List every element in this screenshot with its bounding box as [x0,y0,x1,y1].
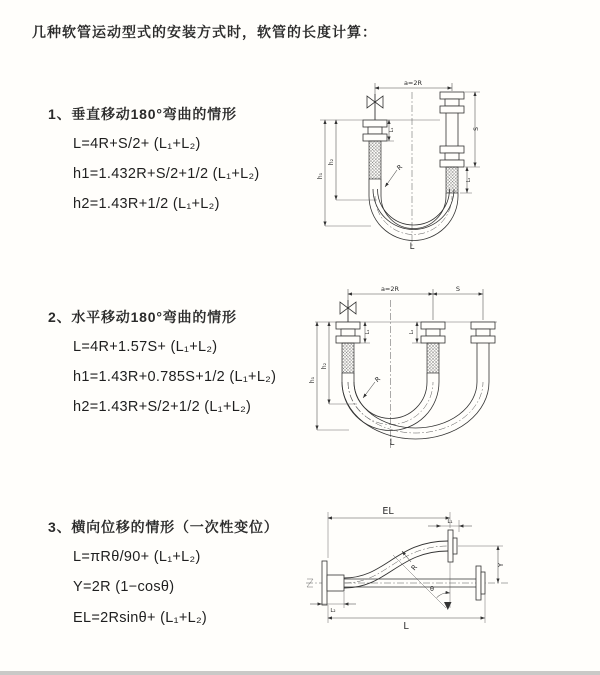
dim-label-a2r: a=2R [380,285,400,293]
dim-label-l1: L₁ [447,519,453,525]
dim-label-y: Y [497,562,505,568]
dim-label-r: R [373,374,383,384]
section-3-formula-L: L=πRθ/90+ (L₁+L₂) [73,549,201,565]
diagram-horizontal-180-bend [305,282,600,454]
dim-label-theta: θ [430,585,434,593]
section-1-formula-h1: h1=1.432R+S/2+1/2 (L₁+L₂) [73,166,260,182]
flange-fitting [336,322,495,343]
dim-label-s: S [455,285,461,293]
flange-fitting [363,120,387,127]
dim-label-L: L [389,438,395,448]
radius-leader [363,382,375,398]
flange-fitting [448,530,453,562]
section-3-formula-Y: Y=2R (1−cosθ) [73,579,175,595]
diagram-vertical-180-bend [315,76,515,254]
dim-label-l2: L₂ [466,177,472,183]
dim-label-h1: h₁ [317,172,324,180]
dim-label-L: L [409,242,415,252]
page-edge [0,671,600,675]
dim-label-l1: L₁ [365,329,371,335]
dim-label-h2: h₂ [321,362,328,370]
section-2-formula-L: L=4R+1.57S+ (L₁+L₂) [73,339,218,355]
dim-label-el: EL [382,506,394,517]
radius-line [393,555,446,608]
dim-label-h2: h₂ [328,158,335,166]
dim-label-L: L [403,621,409,632]
flange-fitting [440,146,464,153]
hose-displaced [344,541,448,578]
section-2-formula-h2: h2=1.43R+S/2+1/2 (L₁+L₂) [73,399,252,415]
diagram-lateral-displacement [298,498,598,658]
flange-fitting [476,566,481,600]
dim-label-h1: h₁ [309,376,316,384]
braided-hose-section [342,343,354,373]
dim-label-l2: L₂ [409,329,415,335]
hose-u-bend-displaced [342,382,489,439]
dim-label-r: R [409,563,420,573]
dim-label-l2: L₂ [330,608,336,614]
flange-fitting [440,92,464,99]
dim-label-l1: L₁ [389,127,395,133]
page-title: 几种软管运动型式的安装方式时，软管的长度计算： [32,24,377,40]
angle-arc [437,593,450,598]
section-3-formula-EL: EL=2Rsinθ+ (L₁+L₂) [73,610,208,626]
dim-label-s: S [473,127,480,131]
section-2-heading: 2、水平移动180°弯曲的情形 [48,309,237,325]
dim-label-r: R [395,162,405,172]
section-1-formula-L: L=4R+S/2+ (L₁+L₂) [73,136,201,152]
section-3-heading: 3、横向位移的情形（一次性变位） [48,519,279,535]
angle-vertex-pointer [444,602,452,610]
dim-label-a2r: a=2R [403,79,423,87]
braided-hose-section [446,167,458,193]
section-2-formula-h1: h1=1.43R+0.785S+1/2 (L₁+L₂) [73,369,277,385]
braided-hose-section [427,343,439,373]
section-1-formula-h2: h2=1.43R+1/2 (L₁+L₂) [73,196,220,212]
radius-leader [402,551,411,562]
braided-hose-section [369,141,381,179]
flange-fitting [322,561,327,605]
radius-leader [385,170,397,187]
section-1-heading: 1、垂直移动180°弯曲的情形 [48,106,237,122]
